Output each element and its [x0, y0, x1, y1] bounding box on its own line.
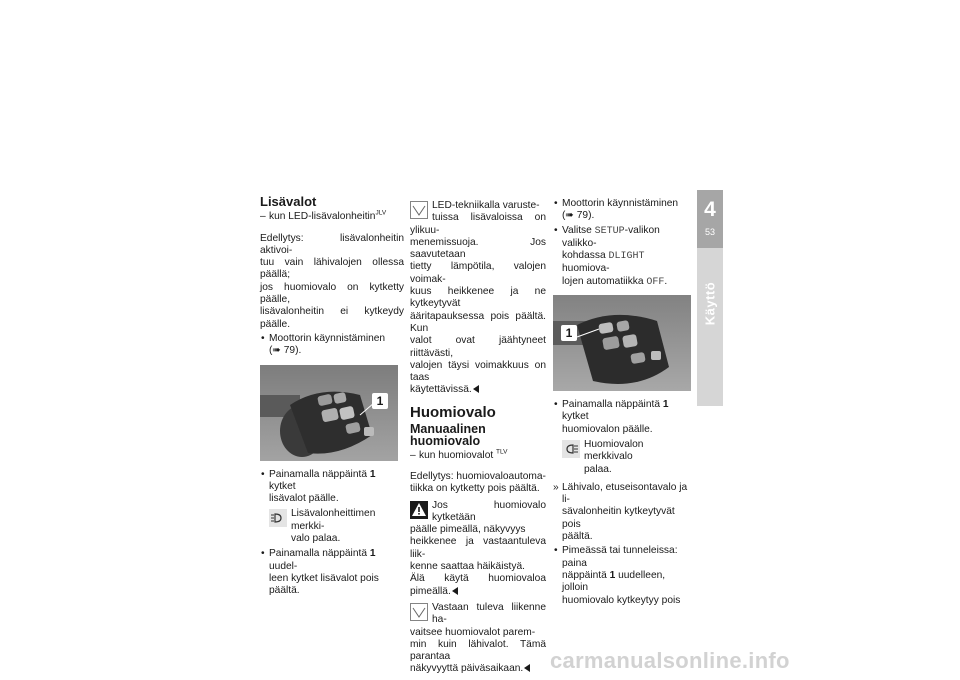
text-line: tuissa lisävaloissa on ylikuu- [410, 212, 546, 236]
handlebar-switch-photo [553, 295, 691, 391]
chapter-title: Käyttö [702, 281, 718, 326]
text-line: • Moottorin käynnistäminen [562, 198, 679, 209]
step-switch-off [260, 548, 404, 597]
step-start-engine [553, 198, 691, 223]
end-mark-icon [473, 385, 479, 393]
text-line: Edellytys: huomiovaloautoma- [410, 470, 546, 482]
text-line [562, 225, 691, 251]
note-text [410, 200, 546, 397]
chapter-tab-header [697, 190, 723, 248]
text-line: lisävalonheitin ei kytkeydy päälle. [260, 306, 404, 330]
menu-name: SETUP [594, 225, 625, 237]
text-line: heikkenee ja vastaantuleva liik- [410, 536, 546, 560]
text-line: sävalonheitin kytkeytyvät pois [562, 506, 675, 530]
text-part: uudel- [269, 560, 298, 572]
text-part: kytket [562, 411, 589, 423]
equipment-code: TLV [496, 448, 508, 456]
result-text [553, 482, 691, 543]
menu-value: OFF [646, 276, 665, 288]
key-ref: 1 [369, 468, 376, 480]
daytime-light-indicator-icon [562, 440, 580, 458]
callout-label: 1 [561, 325, 577, 341]
text-part: Älä käytä huomiovaloa pimeällä. [410, 573, 546, 597]
text-part: Painamalla näppäintä [562, 399, 663, 411]
warning-note [410, 500, 546, 598]
text-line: Edellytys: lisävalonheitin aktivoi- [260, 232, 404, 256]
text-line: valo palaa. [291, 533, 341, 545]
text-part: Valitse [562, 224, 595, 236]
text-line: min kuin lähivalot. Tämä parantaa [410, 638, 546, 663]
text-part: Painamalla näppäintä [269, 468, 370, 480]
warning-icon [410, 501, 428, 519]
text-line: • Moottorin käynnistäminen [269, 332, 386, 344]
page-number: 53 [704, 227, 715, 237]
text-line [269, 548, 404, 573]
step-switch-on [553, 399, 691, 436]
text-part: Painamalla näppäintä [269, 548, 370, 560]
equipment-code: JLV [375, 209, 387, 217]
text-line: kenne saattaa häikäistyä. [410, 561, 525, 573]
page-reference[interactable]: (➠ 79). [269, 345, 302, 357]
text-line [410, 663, 546, 675]
auxiliary-light-indicator-icon [269, 509, 287, 527]
text-line: huomiovalo kytkeytyy pois [562, 594, 681, 606]
column-middle [410, 196, 546, 680]
info-note-icon [410, 201, 428, 219]
text-line [269, 469, 404, 494]
chapter-number: 4 [704, 198, 716, 221]
handlebar-switch-image [260, 365, 398, 461]
text-part: uudelleen, jolloin [562, 569, 666, 594]
text-part: käytettävissä. [410, 384, 472, 396]
heading-huomiovalo: Huomiovalo [410, 403, 496, 421]
text-line: kuus heikkenee ja ne kytkeytyvät [410, 286, 546, 310]
text-line: tuu vain lähivalojen ollessa päällä; [260, 257, 404, 281]
column-left [260, 196, 404, 600]
equipment-text: kun huomiovalot [419, 449, 494, 461]
equipment-text: kun LED-lisävalonheitin [269, 211, 376, 223]
subheading-manual: Manuaalinen huomiovalo [410, 422, 486, 449]
indicator-note [553, 439, 691, 476]
text-line [562, 250, 691, 276]
info-note-icon [410, 603, 428, 621]
handlebar-switch-photo [260, 365, 398, 461]
column-right [553, 196, 691, 609]
text-line: » Lähivalo, etuseisontavalo ja li- [562, 481, 688, 506]
text-line: LED-tekniikalla varuste- [432, 200, 540, 211]
key-ref: 1 [662, 399, 669, 411]
text-line: tiikka on kytketty pois päältä. [410, 483, 540, 495]
text-line: menemissuoja. Jos saavutetaan [410, 236, 546, 261]
callout-label: 1 [372, 393, 388, 409]
text-line: lisävalot päälle. [269, 493, 339, 505]
warning-text [410, 500, 546, 598]
visibility-note [410, 602, 546, 676]
text-line: päältä. [562, 531, 593, 543]
equipment-condition [260, 211, 404, 223]
key-ref: 1 [609, 569, 616, 581]
text-line: Lisävalonheittimen merkki- [291, 508, 376, 532]
watermark: carmanualsonline.info [550, 648, 790, 673]
text-line [562, 276, 691, 289]
text-line [562, 399, 691, 424]
text-part: kohdassa [562, 250, 609, 262]
text-line: valot ovat jäähtyneet riittävästi, [410, 335, 546, 359]
precondition [410, 471, 546, 496]
led-protection-note [410, 200, 546, 397]
step-switch-on [260, 469, 404, 506]
text-line: valojen täysi voimakkuus on taas [410, 359, 546, 384]
text-line: tietty lämpötila, valojen voimak- [410, 261, 546, 285]
heading-lisavalot: Lisävalot [260, 194, 317, 209]
end-mark-icon [524, 664, 530, 672]
indicator-note [260, 508, 404, 545]
text-line: Jos huomiovalo kytketään [432, 499, 546, 523]
text-line: Huomiovalon merkkivalo [584, 438, 644, 463]
text-line: vaitsee huomiovalot parem- [410, 626, 536, 638]
text-line: leen kytket lisävalot pois päältä. [269, 572, 379, 597]
equipment-condition [410, 450, 546, 462]
precondition [260, 233, 404, 331]
step-setup-menu [553, 225, 691, 289]
text-part: näppäintä [562, 569, 610, 581]
menu-item-name: DLIGHT [608, 251, 645, 263]
key-ref: 1 [369, 548, 376, 560]
note-text [410, 602, 546, 676]
text-part: kytket [269, 480, 296, 492]
text-part: -valikon valikko- [562, 224, 660, 249]
text-line: Vastaan tuleva liikenne ha- [432, 601, 546, 626]
text-part: näkyvyyttä päiväsaikaan. [410, 663, 524, 675]
text-line: huomiovalon päälle. [562, 423, 653, 435]
step-start-engine [260, 333, 404, 358]
page-reference[interactable]: (➠ 79). [562, 210, 595, 222]
text-line [410, 384, 546, 396]
text-part: lojen automatiikka [562, 275, 647, 287]
text-line [410, 573, 546, 598]
text-line: ääritapauksessa pois päältä. Kun [410, 310, 546, 334]
chapter-tab [697, 190, 723, 406]
end-mark-icon [452, 587, 458, 595]
text-line: jos huomiovalo on kytketty päälle, [260, 281, 404, 306]
text-part: huomiova- [562, 263, 610, 275]
handlebar-switch-image [553, 295, 691, 391]
text-line: • Pimeässä tai tunneleissa: paina [562, 545, 678, 569]
text-line: päälle pimeällä, näkyvyys [410, 524, 526, 536]
text-line: palaa. [584, 463, 612, 475]
text-line [562, 570, 691, 595]
text-part: . [664, 275, 668, 287]
step-switch-off [553, 545, 691, 606]
